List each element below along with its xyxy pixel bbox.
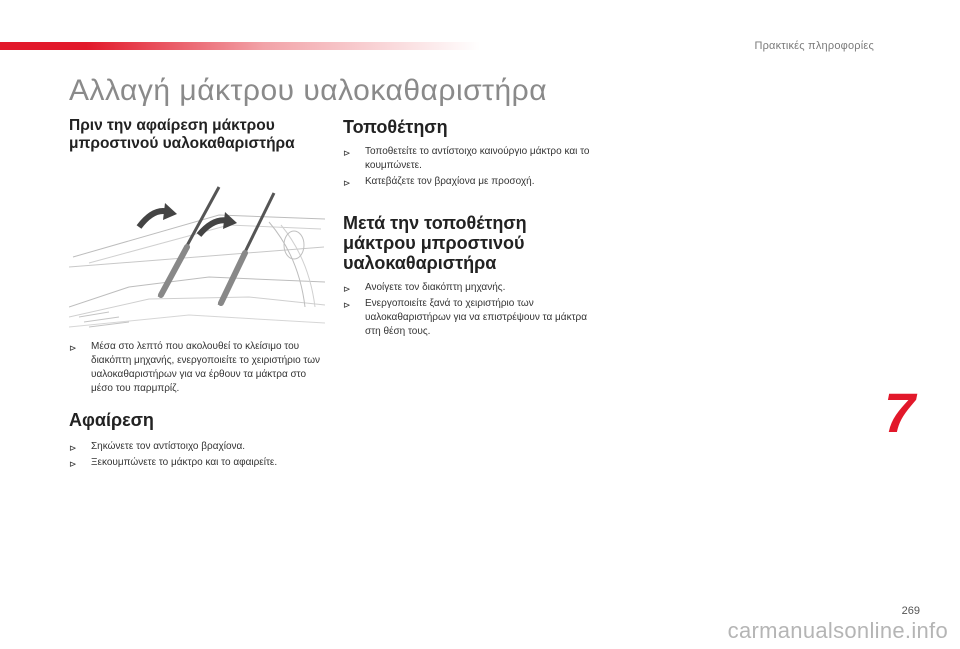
left-column bbox=[69, 117, 325, 472]
right-column bbox=[343, 117, 603, 341]
list-item: ⊳ Σηκώνετε τον αντίστοιχο βραχίονα. bbox=[69, 441, 246, 453]
after-installation-heading: Μετά την τοποθέτηση μάκτρου μπροστινού υαλοκαθαριστήρα bbox=[343, 213, 527, 273]
list-item: ⊳ Ξεκουμπώνετε το μάκτρο και το αφαιρείτε. bbox=[69, 457, 278, 469]
header-accent-bar bbox=[0, 42, 480, 50]
bullet-arrow-icon: ⊳ bbox=[343, 148, 351, 158]
bullet-arrow-icon: ⊳ bbox=[343, 178, 351, 188]
list-item: ⊳ Ενεργοποιείτε ξανά το χειριστήριο των υαλοκαθαριστήρων για να επιστρέψουν τα μάκτρα στη θέση τους. bbox=[343, 298, 587, 337]
installation-list bbox=[343, 145, 603, 189]
bullet-arrow-icon: ⊳ bbox=[343, 284, 351, 294]
list-item: ⊳ Τοποθετείτε το αντίστοιχο καινούργιο μάκτρο και το κουμπώνετε. bbox=[343, 146, 590, 171]
bullet-arrow-icon: ⊳ bbox=[69, 343, 77, 353]
after-installation-list bbox=[343, 281, 603, 339]
before-removal-list bbox=[69, 340, 325, 396]
bullet-arrow-icon: ⊳ bbox=[343, 300, 351, 310]
before-removal-heading: Πριν την αφαίρεση μάκτρου μπροστινού υαλοκαθαριστήρα bbox=[69, 117, 295, 152]
page-title: Αλλαγή μάκτρου υαλοκαθαριστήρα bbox=[69, 74, 548, 107]
list-item: ⊳ Μέσα στο λεπτό που ακολουθεί το κλείσιμο του διακόπτη μηχανής, ενεργοποιείτε το χειριστήριο των υαλοκαθαριστήρων για να έρθουν τα μάκτρα στο μέσο του παρμπρίζ. bbox=[69, 341, 321, 394]
removal-heading: Αφαίρεση bbox=[69, 410, 154, 430]
list-item: ⊳ Κατεβάζετε τον βραχίονα με προσοχή. bbox=[343, 176, 535, 188]
section-title: Πρακτικές πληροφορίες bbox=[754, 40, 874, 52]
page-number: 269 bbox=[901, 605, 920, 617]
chapter-number: 7 bbox=[884, 381, 916, 444]
wiper-illustration bbox=[69, 167, 325, 330]
list-item: ⊳ Ανοίγετε τον διακόπτη μηχανής. bbox=[343, 282, 506, 294]
bullet-arrow-icon: ⊳ bbox=[69, 443, 77, 453]
removal-list bbox=[69, 440, 325, 470]
installation-heading: Τοποθέτηση bbox=[343, 117, 448, 137]
bullet-arrow-icon: ⊳ bbox=[69, 459, 77, 469]
watermark: carmanualsonline.info bbox=[727, 618, 948, 643]
